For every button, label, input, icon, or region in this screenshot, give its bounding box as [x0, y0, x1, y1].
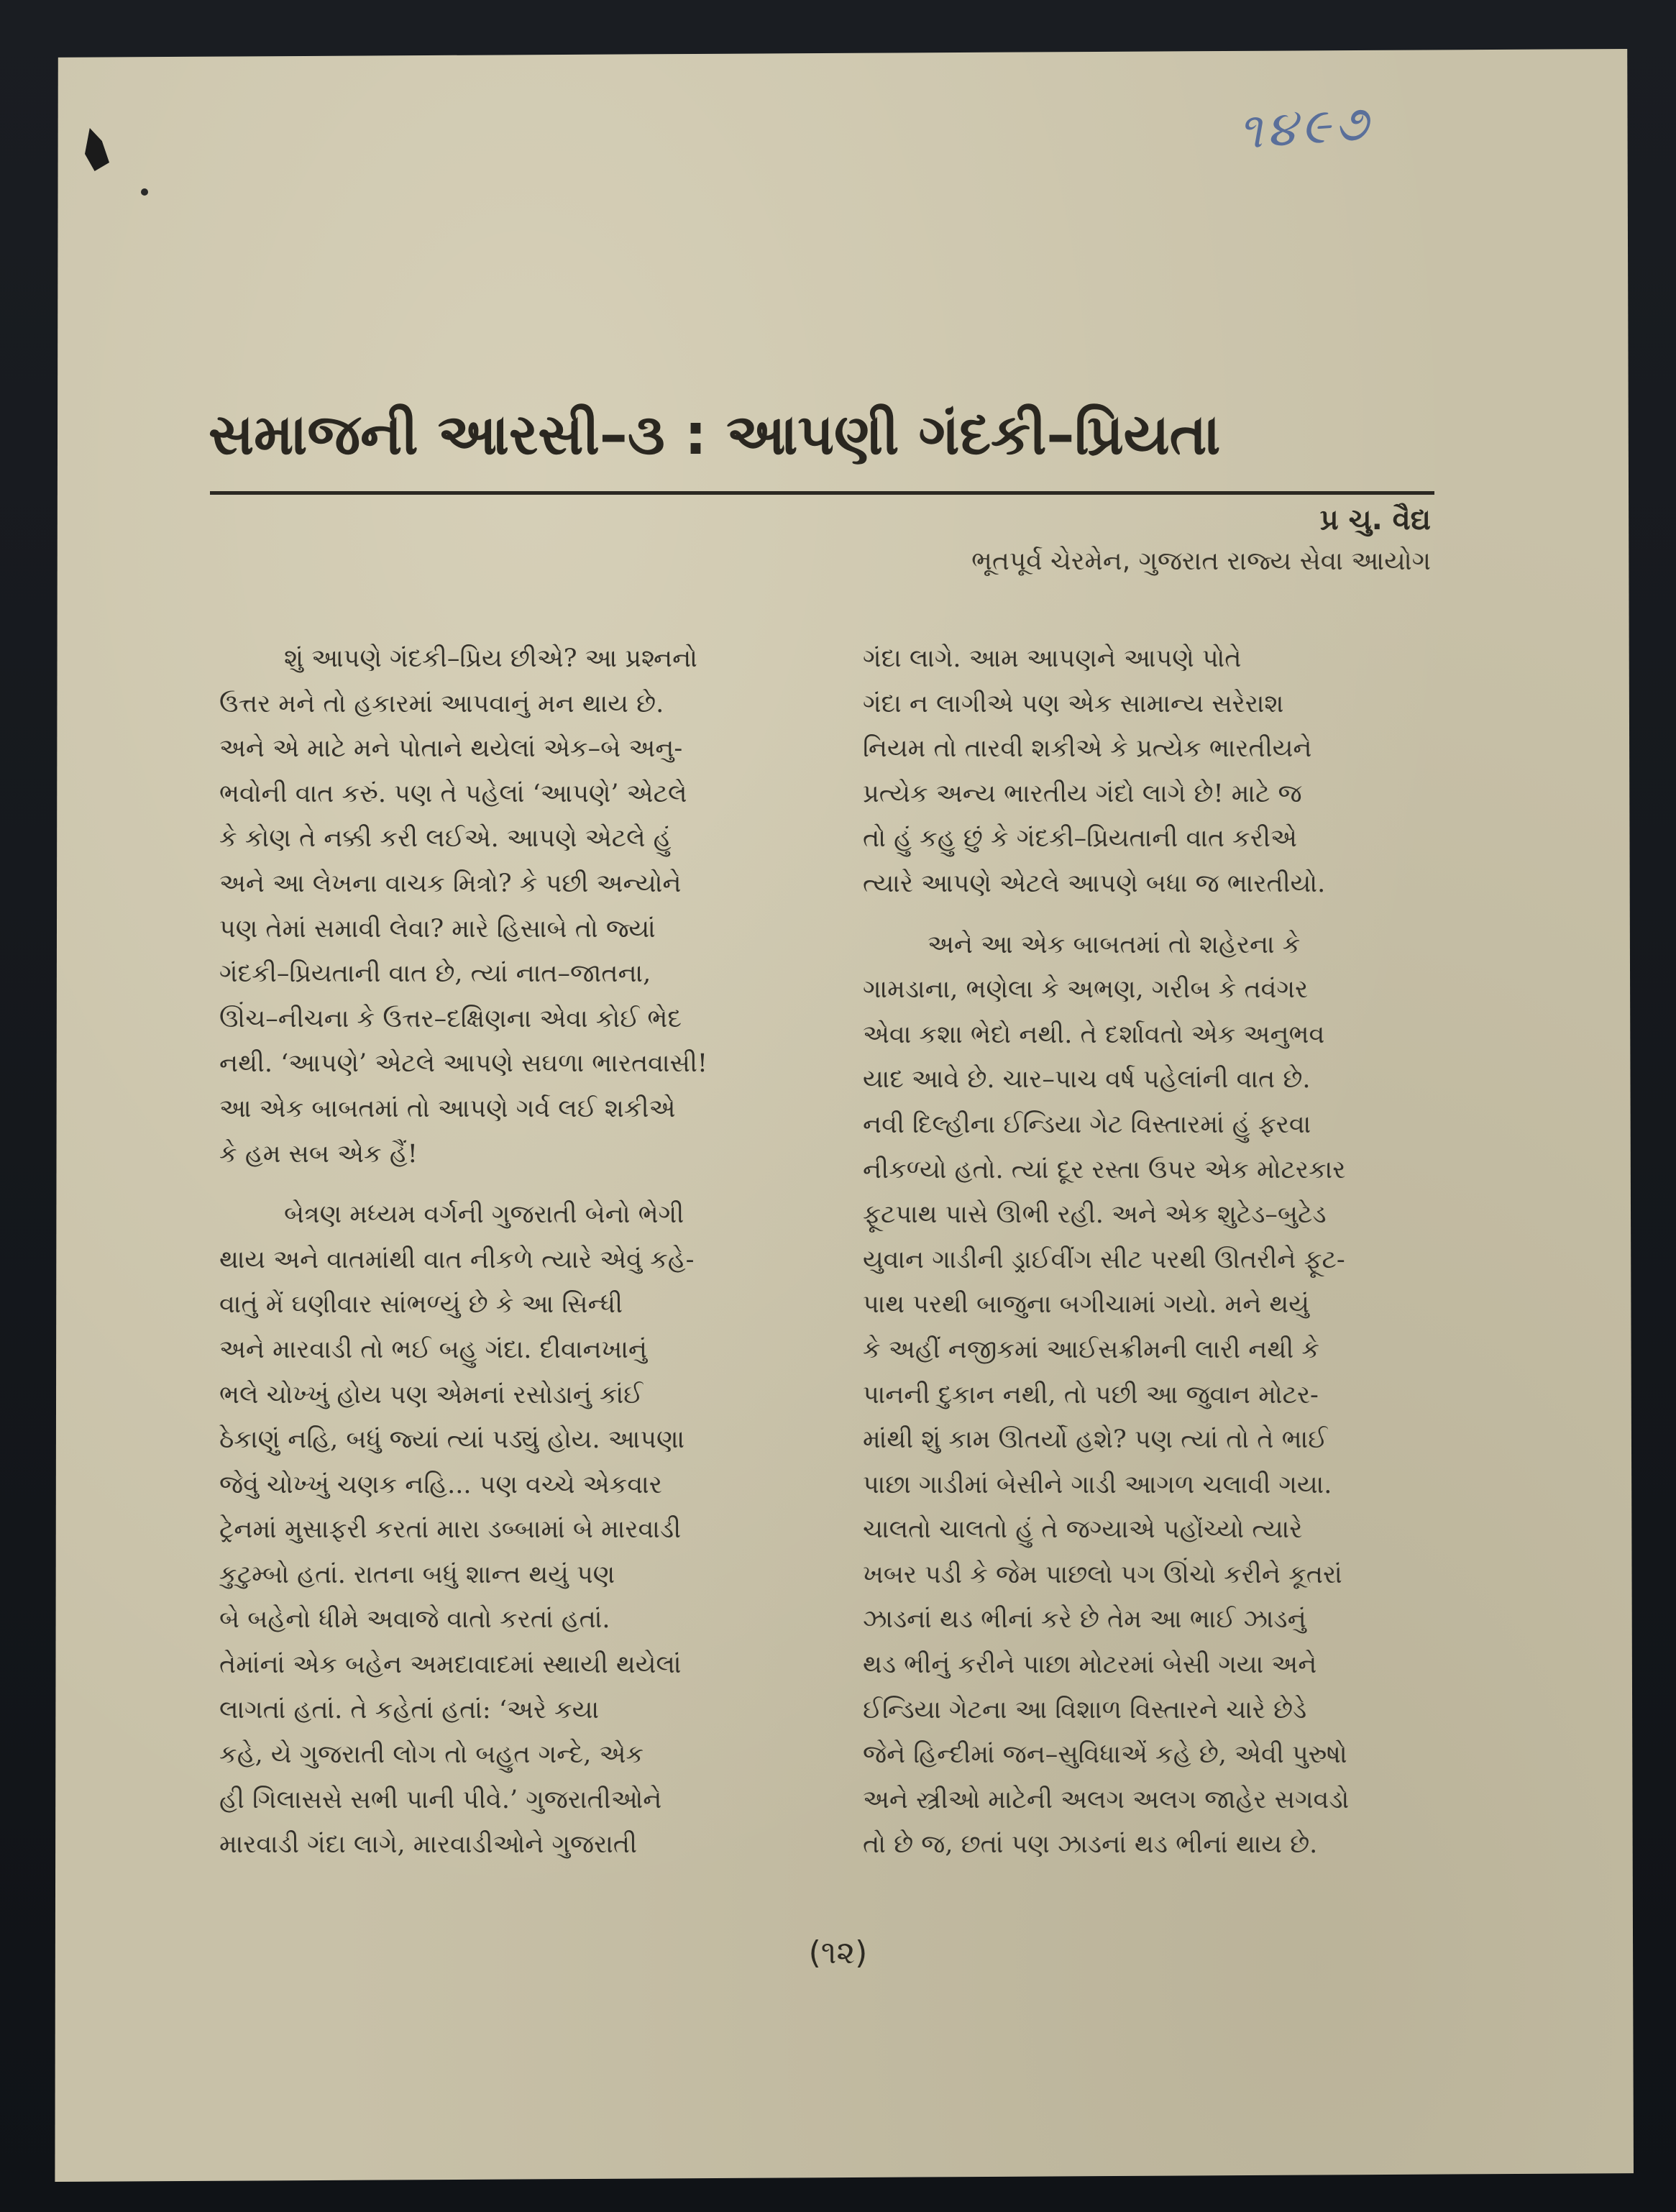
- text-line: કહે, યે ગુજરાતી લોગ તો બહુત ગન્દે, એક: [219, 1740, 644, 1770]
- handwritten-page-number: ૧૪૯૭: [1236, 94, 1375, 161]
- paper-spot: [141, 188, 148, 196]
- text-line: વાતું મેં ઘણીવાર સાંભળ્યું છે કે આ સિન્ધી: [219, 1290, 623, 1320]
- text-line: તેમાંનાં એક બહેન અમદાવાદમાં સ્થાયી થયેલાં: [219, 1650, 682, 1680]
- text-line: નવી દિલ્હીના ઈન્ડિયા ગેટ વિસ્તારમાં હું ફરવા: [863, 1110, 1311, 1139]
- text-line: બેત્રણ મધ્યમ વર્ગની ગુજરાતી બેનો ભેગી: [284, 1200, 684, 1230]
- text-line: પાથ પરથી બાજુના બગીચામાં ગયો. મને થયું: [863, 1290, 1309, 1320]
- text-line: ભવોની વાત કરું. પણ તે પહેલાં ‘આપણે’ એટલે: [219, 779, 687, 808]
- text-line: કુટુમ્બો હતાં. રાતના બધું શાન્ત થયું પણ: [219, 1560, 615, 1589]
- title-rule: [210, 491, 1434, 495]
- text-line: હી ગિલાસસે સભી પાની પીવે.’ ગુજરાતીઓને: [219, 1785, 662, 1814]
- text-line: નથી. ‘આપણે’ એટલે આપણે સઘળા ભારતવાસી!: [219, 1049, 708, 1079]
- text-line: અને સ્ત્રીઓ માટેની અલગ અલગ જાહેર સગવડો: [863, 1785, 1350, 1814]
- text-line: ઉત્તર મને તો હકારમાં આપવાનું મન થાય છે.: [219, 689, 664, 718]
- text-line: ચાલતો ચાલતો હું તે જગ્યાએ પહોંચ્યો ત્યારે: [863, 1515, 1303, 1545]
- text-line: ફૂટપાથ પાસે ઊભી રહી. અને એક શુટેડ–બુટેડ: [863, 1200, 1327, 1230]
- text-line: જેને હિન્દીમાં જન–સુવિધાએં કહે છે, એવી પુરુષો: [863, 1740, 1347, 1770]
- text-line: અને એ માટે મને પોતાને થયેલાં એક–બે અનુ-: [219, 734, 683, 764]
- text-line: ઈન્ડિયા ગેટના આ વિશાળ વિસ્તારને ચારે છેડે: [863, 1695, 1307, 1724]
- text-line: શું આપણે ગંદકી–પ્રિય છીએ? આ પ્રશ્નનો: [284, 644, 697, 673]
- text-line: ખબર પડી કે જેમ પાછલો પગ ઊંચો કરીને કૂતરાં: [863, 1560, 1342, 1589]
- text-line: આ એક બાબતમાં તો આપણે ગર્વ લઈ શકીએ: [219, 1094, 676, 1123]
- text-line: પાનની દુકાન નથી, તો પછી આ જુવાન મોટર-: [863, 1380, 1319, 1409]
- text-line: ટ્રેનમાં મુસાફરી કરતાં મારા ડબ્બામાં બે મારવાડી: [219, 1515, 682, 1545]
- text-line: નિયમ તો તારવી શકીએ કે પ્રત્યેક ભારતીયને: [863, 734, 1312, 764]
- text-line: અને આ એક બાબતમાં તો શહેરના કે: [928, 930, 1301, 959]
- article-title: સમાજની આરસી–૩ : આપણી ગંદકી–પ્રિયતા: [209, 403, 1221, 467]
- text-line: ગામડાના, ભણેલા કે અભણ, ગરીબ કે તવંગર: [863, 975, 1309, 1005]
- text-line: યાદ આવે છે. ચાર–પાચ વર્ષ પહેલાંની વાત છે.: [863, 1065, 1311, 1094]
- text-line: એવા કશા ભેદો નથી. તે દર્શાવતો એક અનુભવ: [863, 1020, 1325, 1049]
- text-line: જેવું ચોખ્ખું ચણક નહિ... પણ વચ્ચે એકવાર: [219, 1470, 662, 1499]
- text-line: થાય અને વાતમાંથી વાત નીકળે ત્યારે એવું કહે-: [219, 1245, 695, 1274]
- text-line: ત્યારે આપણે એટલે આપણે બધા જ ભારતીયો.: [863, 869, 1326, 898]
- text-line: અને મારવાડી તો ભઈ બહુ ગંદા. દીવાનખાનું: [219, 1335, 647, 1364]
- text-line: મારવાડી ગંદા લાગે, મારવાડીઓને ગુજરાતી: [219, 1830, 638, 1860]
- text-line: લાગતાં હતાં. તે કહેતાં હતાં: ‘અરે કયા: [219, 1695, 600, 1724]
- text-line: નીકળ્યો હતો. ત્યાં દૂર રસ્તા ઉપર એક મોટરકાર: [863, 1155, 1346, 1184]
- text-line: ગંદકી–પ્રિયતાની વાત છે, ત્યાં નાત–જાતના,: [219, 959, 651, 989]
- text-line: ભલે ચોખ્ખું હોય પણ એમનાં રસોડાનું કાંઈ: [219, 1380, 644, 1409]
- page-number: (૧૨): [808, 1934, 868, 1971]
- text-line: બે બહેનો ધીમે અવાજે વાતો કરતાં હતાં.: [219, 1605, 610, 1635]
- text-line: થડ ભીનું કરીને પાછા મોટરમાં બેસી ગયા અને: [863, 1650, 1317, 1680]
- text-line: અને આ લેખના વાચક મિત્રો? કે પછી અન્યોને: [219, 869, 682, 898]
- text-line: ઝાડનાં થડ ભીનાં કરે છે તેમ આ ભાઈ ઝાડનું: [863, 1605, 1306, 1635]
- right-column: [863, 636, 1431, 1868]
- text-line: કે કોણ તે નક્કી કરી લઈએ. આપણે એટલે હું: [219, 824, 672, 854]
- text-line: ગંદા ન લાગીએ પણ એક સામાન્ય સરેરાશ: [863, 689, 1284, 718]
- text-line: પ્રત્યેક અન્ય ભારતીય ગંદો લાગે છે! માટે જ: [863, 779, 1302, 808]
- left-column: [219, 636, 787, 1868]
- author-affiliation: ભૂતપૂર્વ ચેરમેન, ગુજરાત રાજ્ય સેવા આયોગ: [971, 547, 1431, 576]
- text-line: પાછા ગાડીમાં બેસીને ગાડી આગળ ચલાવી ગયા.: [863, 1470, 1332, 1499]
- text-line: કે હમ સબ એક હૈં!: [219, 1139, 418, 1169]
- text-line: કે અહીં નજીકમાં આઈસક્રીમની લારી નથી કે: [863, 1335, 1320, 1364]
- text-line: ઊંચ–નીચના કે ઉત્તર–દક્ષિણના એવા કોઈ ભેદ: [219, 1004, 682, 1033]
- author-name: પ્ર ચુ. વૈદ્ય: [1319, 503, 1431, 536]
- text-line: તો છે જ, છતાં પણ ઝાડનાં થડ ભીનાં થાય છે.: [863, 1830, 1318, 1860]
- text-line: ગંદા લાગે. આમ આપણને આપણે પોતે: [863, 644, 1242, 673]
- text-line: તો હું કહુ છું કે ગંદકી–પ્રિયતાની વાત કરીએ: [863, 824, 1297, 854]
- text-line: માંથી શું કામ ઊતર્યો હશે? પણ ત્યાં તો તે ભાઈ: [863, 1425, 1328, 1455]
- text-line: ઠેકાણું નહિ, બધું જ્યાં ત્યાં પડ્યું હોય. આપણા: [219, 1425, 685, 1455]
- text-line: પણ તેમાં સમાવી લેવા? મારે હિસાબે તો જ્યાં: [219, 914, 656, 943]
- text-line: યુવાન ગાડીની ડ્રાઈવીંગ સીટ પરથી ઊતરીને ફૂટ-: [863, 1245, 1345, 1274]
